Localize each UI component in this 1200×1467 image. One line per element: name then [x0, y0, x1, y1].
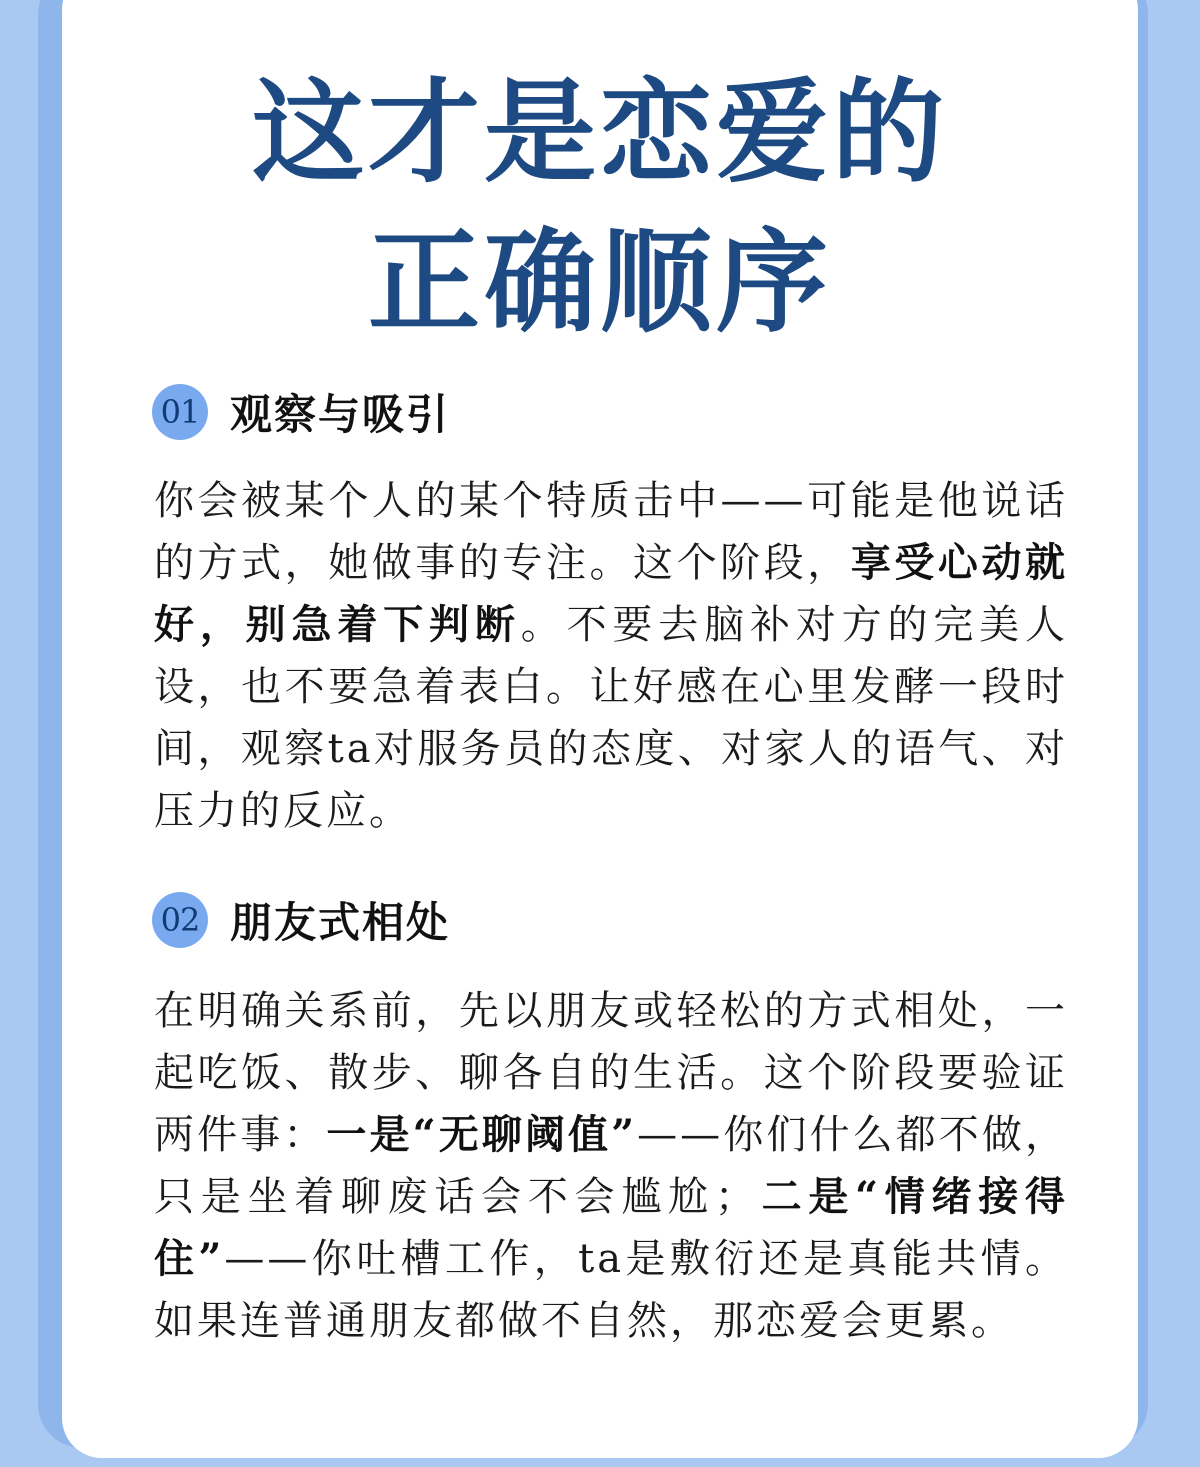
section-number-badge-1: 01: [152, 384, 208, 440]
title-line-1: 这才是恋爱的: [252, 67, 948, 198]
section-paragraph-1: [154, 470, 1068, 842]
page-title: [62, 58, 1138, 358]
section-heading-2: 朋友式相处: [230, 898, 451, 947]
paragraph-1-highlight: 享受心动就好，别急着下判断: [154, 539, 1069, 648]
paragraph-2-run-1: 在明确关系前，先以朋友或轻松的方式相处，一起吃饭、散步、聊各自的生活。这个阶段要验证两件事：: [154, 988, 1068, 1158]
section-header-1: [152, 382, 450, 442]
paragraph-2-highlight-2: 二是“情绪接得住”: [154, 1173, 1069, 1282]
paragraph-2-highlight-1: 一是“无聊阈值”: [326, 1111, 638, 1158]
section-paragraph-2: [154, 980, 1068, 1352]
section-number-badge-2: 02: [152, 892, 208, 948]
paragraph-1-run-2: 。不要去脑补对方的完美人设，也不要急着表白。让好感在心里发酵一段时间，观察ta对服务员的态度、对家人的语气、对压力的反应。: [154, 602, 1069, 834]
content-card: [62, 0, 1138, 1458]
paragraph-2-run-2: ——你们什么都不做，只是坐着聊废话会不会尴尬；: [154, 1112, 1069, 1220]
section-header-2: [152, 890, 450, 950]
paragraph-2-run-3: ——你吐槽工作，ta是敷衍还是真能共情。如果连普通朋友都做不自然，那恋爱会更累。: [154, 1236, 1068, 1344]
title-line-2: 正确顺序: [368, 217, 832, 348]
section-heading-1: 观察与吸引: [230, 390, 451, 439]
paragraph-1-run-1: 你会被某个人的某个特质击中——可能是他说话的方式，她做事的专注。这个阶段，: [154, 478, 1068, 586]
